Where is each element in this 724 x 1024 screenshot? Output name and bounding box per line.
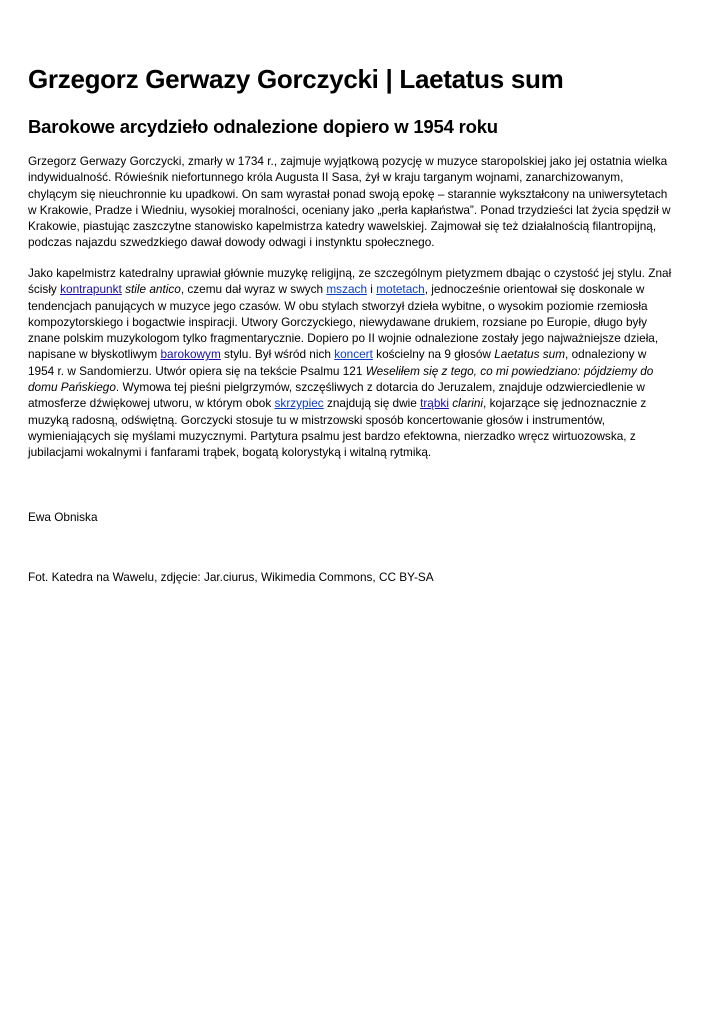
text-line: Grzegorz Gerwazy Gorczycki, zmarły w 1734 r., zajmuje wyjątkową pozycję w muzyce staropolskiej jako jej ostatnia wielka (28, 154, 668, 168)
text-run: stylu. Był wśród nich (220, 347, 335, 362)
text-run: znajdują się dwie (323, 396, 421, 411)
text-line (28, 395, 696, 411)
link-kontrapunkt[interactable]: kontrapunkt (60, 282, 122, 297)
text-line: tendencjach panujących w muzyce jego czasów. W obu stylach stworzył dzieła wybitne, o wysokim poziomie rzemiosła (28, 298, 648, 313)
text-line: chylącym się nieuchronnie ku upadkowi. On sam wyrastał ponad swoją epokę – starannie wykształcony na uniwersytetach (28, 186, 668, 201)
author-name: Ewa Obniska (28, 510, 98, 524)
link-skrzypiec[interactable]: skrzypiec (274, 396, 324, 411)
link-barokowym[interactable]: barokowym (160, 347, 221, 362)
text-line: kompozytorskiego i bogactwie inspiracji. Utwory Gorczyckiego, niewydawane drukiem, rozsiane po Europie, długo były (28, 314, 647, 329)
text-line (28, 363, 696, 379)
photo-credit: Fot. Katedra na Wawelu, zdjęcie: Jar.ciurus, Wikimedia Commons, CC BY-SA (28, 570, 434, 584)
emphasis-laetatus-sum: Laetatus sum (494, 347, 566, 362)
text-line: wymieniających się myślami muzycznymi. Partytura psalmu jest bardzo efektowna, nierzadko wręcz wirtuozowska, z (28, 428, 636, 443)
text-run: kościelny na 9 głosów (372, 347, 495, 362)
emphasis-stile-antico: stile antico (125, 282, 181, 297)
text-run: ścisły (28, 282, 61, 297)
text-line: w Krakowie, Pradze i Wiedniu, wysokiej moralności, oceniany jako „perła kapłaństwa”. Ponad trzydzieści lat życia spędził w (28, 202, 671, 217)
paragraph-biography (28, 153, 696, 251)
paragraph-works (28, 265, 696, 461)
text-line (28, 346, 696, 362)
text-run: . Wymowa tej pieśni pielgrzymów, szczęśliwych z dotarcia do Jeruzalem, znajduje odzwierciedlenie w (115, 380, 645, 395)
text-line: indywidualność. Rówieśnik niefortunnego króla Augusta II Sasa, żył w kraju targanym wojnami, zanarchizowanym, (28, 170, 624, 185)
text-run: , odnaleziony w (565, 347, 647, 362)
text-line (28, 379, 696, 395)
text-run: atmosferze dźwiękowej utworu, w którym obok (28, 396, 275, 411)
text-line: muzyką radosną, odświętną. Gorczycki stosuje tu w mistrzowski sposób koncertowanie głosów i instrumentów, (28, 412, 605, 427)
link-mszach[interactable]: mszach (326, 282, 368, 297)
text-line: znane polskim muzykologom tylko fragmentarycznie. Dopiero po II wojnie odnalezione zostały jego najważniejsze dzieła, (28, 331, 659, 346)
text-line: podczas najazdu szwedzkiego dawał dowody odwagi i instynktu społecznego. (28, 235, 435, 250)
text-line: Krakowie, piastując zaszczytne stanowisko kapelmistrza katedry wawelskiej. Zajmował się też działalnością filantropijną, (28, 219, 657, 234)
link-motetach[interactable]: motetach (376, 282, 425, 297)
text-run: 1954 r. w Sandomierzu. Utwór opiera się na tekście Psalmu 121 (28, 363, 366, 378)
page-title: Grzegorz Gerwazy Gorczycki | Laetatus sum (28, 64, 564, 94)
emphasis-clarini: clarini (452, 396, 484, 411)
text-line (28, 281, 696, 297)
emphasis-psalm-quote-end: domu Pańskiego (28, 380, 116, 395)
text-line: Jako kapelmistrz katedralny uprawiał głównie muzykę religijną, ze szczególnym pietyzmem dbając o czystość jej stylu. Znał (28, 266, 672, 280)
text-run: , czemu dał wyraz w swych (180, 282, 327, 297)
page-subtitle: Barokowe arcydzieło odnalezione dopiero w 1954 roku (28, 116, 498, 137)
link-trabki[interactable]: trąbki (420, 396, 449, 411)
text-run: i (367, 282, 377, 297)
emphasis-psalm-quote: Weseliłem się z tego, co mi powiedziano: pójdziemy do (365, 363, 654, 378)
text-run: , jednocześnie orientował się doskonale w (424, 282, 645, 297)
text-run: , kojarzące się jednoznacznie z (483, 396, 647, 411)
text-line: jubilacjami wokalnymi i fanfarami trąbek, bogatą kolorystyką i witalną rytmiką. (28, 445, 432, 460)
text-run: napisane w błyskotliwym (28, 347, 161, 362)
link-koncert[interactable]: koncert (334, 347, 373, 362)
